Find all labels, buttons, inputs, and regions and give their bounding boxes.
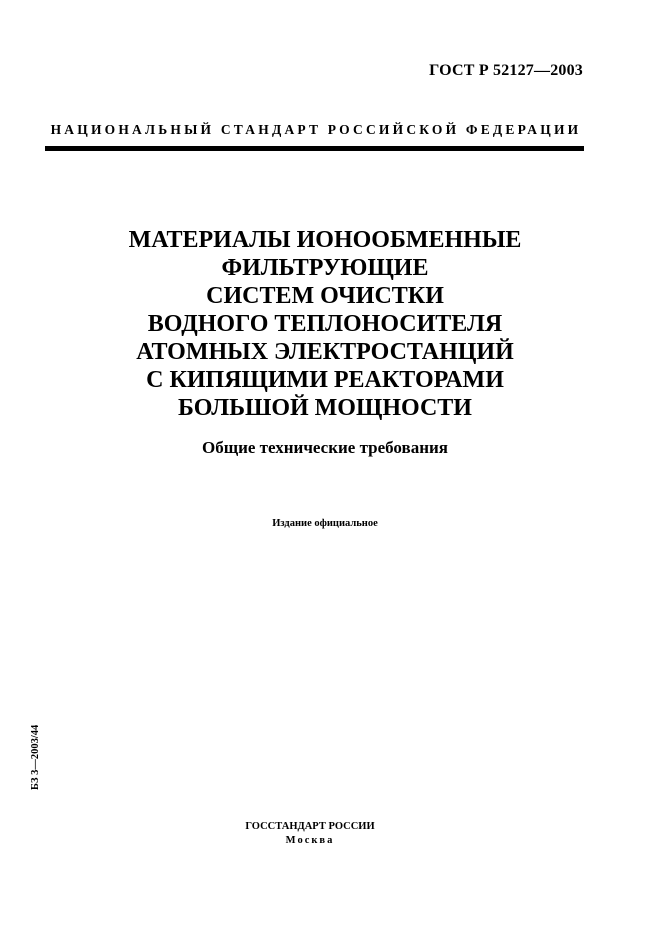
title-line: СИСТЕМ ОЧИСТКИ <box>206 283 444 309</box>
title-line: МАТЕРИАЛЫ ИОНООБМЕННЫЕ <box>128 227 522 253</box>
standard-type-heading: НАЦИОНАЛЬНЫЙ СТАНДАРТ РОССИЙСКОЙ ФЕДЕРАЦИИ <box>50 122 582 137</box>
title-line: ВОДНОГО ТЕПЛОНОСИТЕЛЯ <box>147 311 503 337</box>
document-title <box>60 226 590 422</box>
title-line: БОЛЬШОЙ МОЩНОСТИ <box>178 395 472 421</box>
publisher-block <box>190 820 430 848</box>
title-line: С КИПЯЩИМИ РЕАКТОРАМИ <box>146 367 504 393</box>
document-subtitle: Общие технические требования <box>202 438 448 457</box>
publisher-city: Москва <box>285 835 335 846</box>
header-rule <box>45 146 584 151</box>
title-line: АТОМНЫХ ЭЛЕКТРОСТАНЦИЙ <box>136 339 514 365</box>
side-code: БЗ 3—2003/44 <box>30 724 41 790</box>
edition-note: Издание официальное <box>272 518 378 529</box>
title-line: ФИЛЬТРУЮЩИЕ <box>221 255 429 281</box>
document-number: ГОСТ Р 52127—2003 <box>429 62 583 79</box>
publisher-name: ГОССТАНДАРТ РОССИИ <box>245 821 375 832</box>
